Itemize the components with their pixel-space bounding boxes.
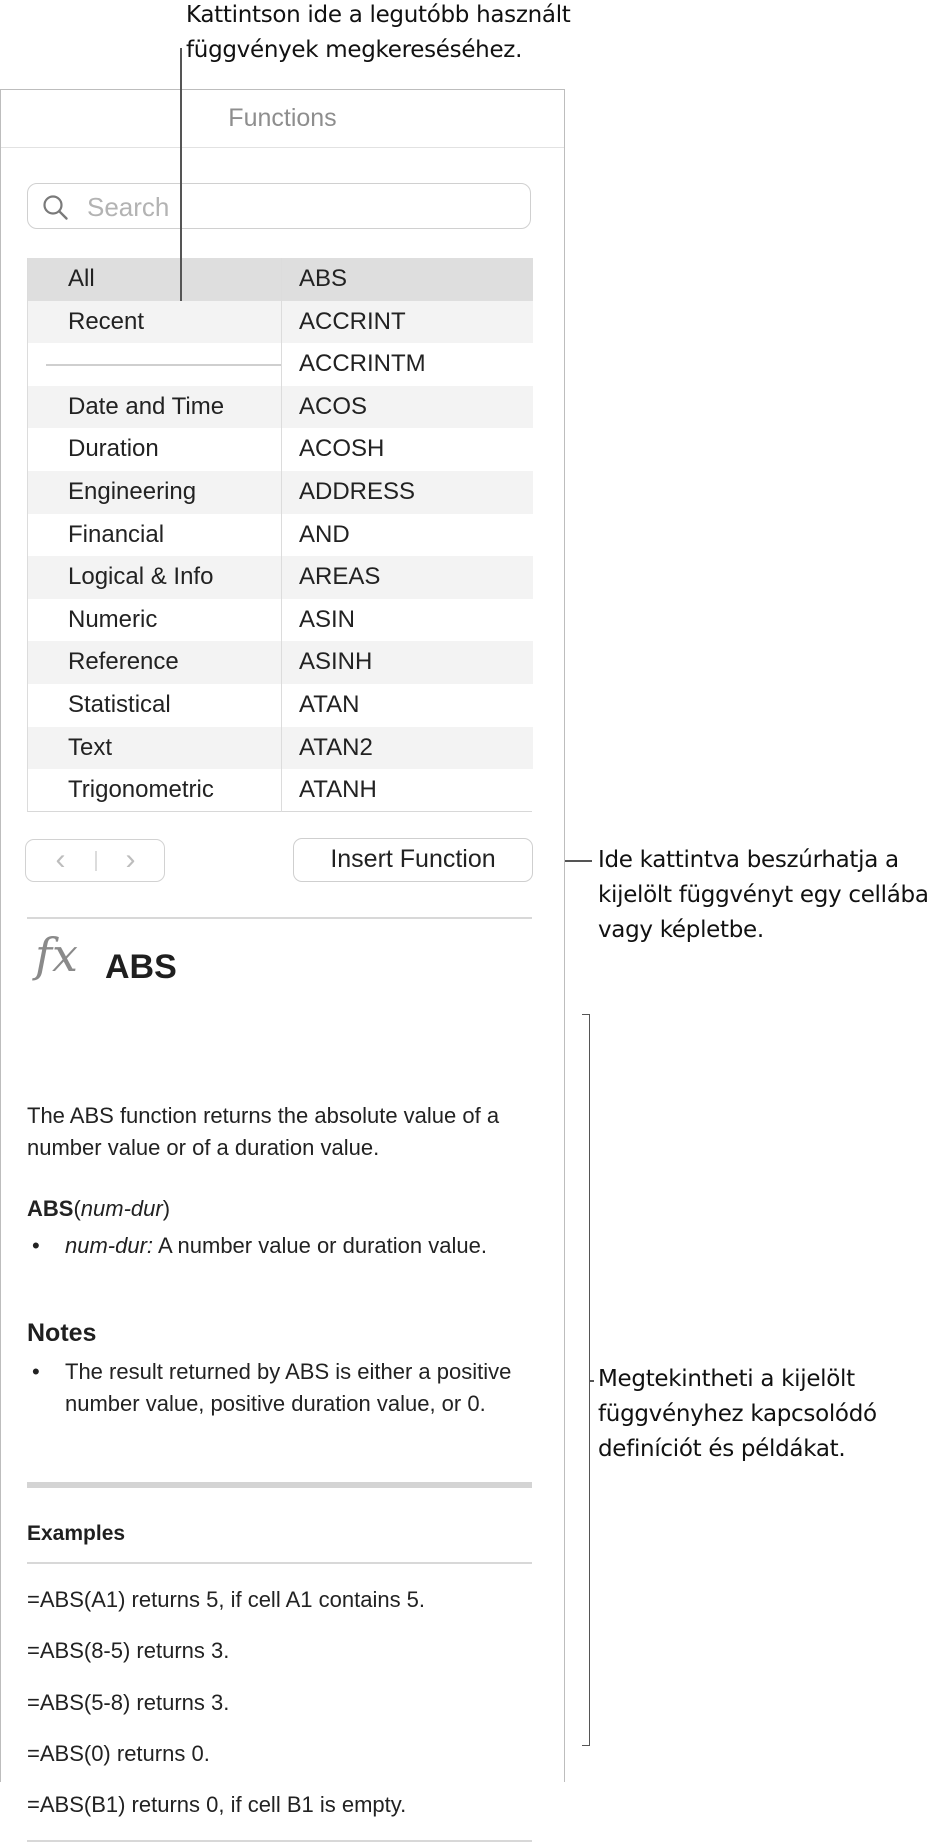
category-item-duration[interactable]: Duration [68,435,159,463]
insert-function-button[interactable]: Insert Function [293,838,533,882]
search-input[interactable] [85,188,519,226]
function-item-asin[interactable]: ASIN [299,605,356,633]
callout-insert: Ide kattintva beszúrhatja a kijelölt függvényt egy cellába vagy képletbe. [598,847,929,943]
argument-description: A number value or duration value. [157,1233,487,1258]
function-item-acosh[interactable]: ACOSH [299,435,385,463]
functions-panel [0,89,565,1817]
note-text: The result returned by ABS is either a positive number value, positive duration value, or 0. [65,1359,512,1416]
callout-recent: Kattintson ide a legutóbb használt függvények megkereséséhez. [186,2,571,63]
divider [27,1562,532,1564]
function-syntax: ABS(num-dur) [27,1196,171,1221]
divider [27,917,532,919]
function-list [281,258,533,812]
category-item-numeric[interactable]: Numeric [68,605,158,633]
history-nav [25,839,165,882]
examples-divider [27,1482,532,1488]
function-item-acos[interactable]: ACOS [282,386,533,429]
panel-title: Functions [1,90,564,148]
category-separator [28,343,281,386]
category-item-date-and-time[interactable]: Date and Time [28,386,281,429]
argument-name: num-dur: [65,1233,154,1258]
function-item-areas[interactable]: AREAS [282,556,533,599]
function-item-and[interactable]: AND [299,520,350,548]
example-line: =ABS(0) returns 0. [27,1741,210,1766]
function-item-atan2[interactable]: ATAN2 [282,727,533,770]
category-item-logical-info[interactable]: Logical & Info [28,556,281,599]
category-item-recent[interactable]: Recent [28,301,281,344]
callout-definition-line [590,1380,594,1382]
bullet: • [32,1233,40,1258]
category-item-text[interactable]: Text [28,727,281,770]
notes-heading: Notes [27,1319,97,1347]
category-item-statistical[interactable]: Statistical [68,690,171,718]
example-line: =ABS(8-5) returns 3. [27,1638,230,1663]
function-item-atan[interactable]: ATAN [299,690,360,718]
category-list [28,258,281,812]
category-item-trigonometric[interactable]: Trigonometric [68,776,214,804]
forward-button[interactable]: › [125,843,136,876]
example-line: =ABS(A1) returns 5, if cell A1 contains 5. [27,1587,426,1612]
function-item-abs[interactable]: ABS [282,258,533,301]
back-button[interactable]: ‹ [55,843,66,876]
search-field[interactable] [27,183,531,229]
category-item-reference[interactable]: Reference [28,641,281,684]
syntax-argument: num-dur [80,1196,163,1221]
function-browser [27,258,532,812]
function-item-atanh[interactable]: ATANH [299,776,377,804]
function-item-accrint[interactable]: ACCRINT [282,301,533,344]
callout-definition: Megtekintheti a kijelölt függvényhez kapcsolódó definíciót és példákat. [598,1366,877,1462]
function-description: The ABS function returns the absolute value of a number value or of a duration value. [27,1103,500,1160]
bullet: • [32,1359,40,1384]
callout-recent-line [180,48,182,301]
definition-bracket [582,1014,590,1746]
function-item-asinh[interactable]: ASINH [282,641,533,684]
example-line: =ABS(5-8) returns 3. [27,1690,230,1715]
function-item-address[interactable]: ADDRESS [282,471,533,514]
fx-icon: fx [35,928,78,982]
magnifier-icon [42,194,68,220]
example-line: =ABS(B1) returns 0, if cell B1 is empty. [27,1792,407,1817]
category-item-financial[interactable]: Financial [68,520,165,548]
function-name: ABS [105,948,177,986]
category-item-engineering[interactable]: Engineering [28,471,281,514]
examples-heading: Examples [27,1522,126,1545]
category-item-all[interactable]: All [28,258,281,301]
syntax-name: ABS [27,1196,74,1221]
divider [27,1840,532,1842]
function-item-accrintm[interactable]: ACCRINTM [299,350,426,378]
